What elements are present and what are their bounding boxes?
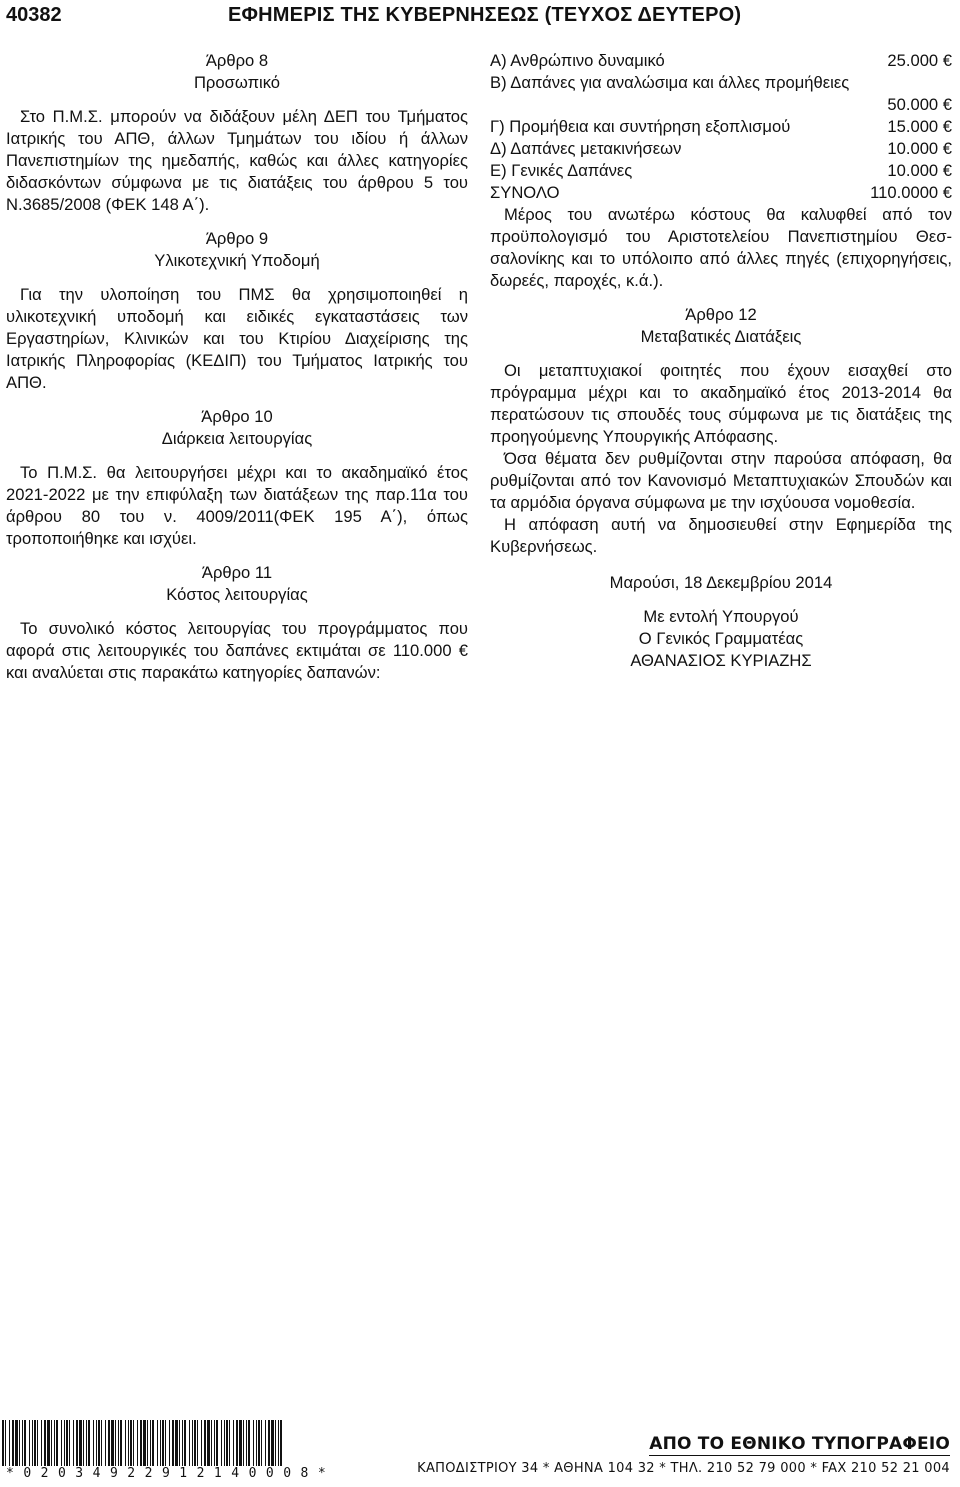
article-8-title: Άρθρο 8 [205,51,269,70]
article-11-text: Το συνολικό κόστος λειτουργίας του προγράμματος που αφορά στις λειτουργικές του δαπάνες εκτιμάται σε 110.000 € και αναλύεται στις παρακάτω κατηγορίες δαπανών: [6,619,468,682]
article-8-subtitle: Προσωπικό [193,73,281,92]
article-10-text: Το Π.Μ.Σ. θα λειτουργήσει μέχρι και το ακαδημαϊκό έτος 2021-2022 με την επιφύλαξη των διατάξεων της παρ.11α του άρθρου 80 του ν. 4009/2011(ΦΕΚ 195 Α΄), όπως τροποποιήθηκε και ισχύει. [6,463,468,548]
cost-row [490,116,952,138]
cost-row [490,50,952,72]
article-11-subtitle: Κόστος λειτουργίας [166,585,308,604]
cost-value: 110.0000 € [870,183,952,202]
cost-row [490,72,952,94]
cost-value: 25.000 € [887,51,952,70]
article-12-text-2: Όσα θέματα δεν ρυθμίζονται στην παρούσα απόφαση, θα ρυθμίζονται από τον Κανονισμό Μεταπτυχιακών Σπουδών και τα αρμόδια όργανα σύμφωνα με την ισχύουσα νομοθεσία. [490,449,952,512]
publisher-address: ΚΑΠΟΔΙΣΤΡΙΟΥ 34 * ΑΘΗΝΑ 104 32 * ΤΗΛ. 210 52 79 000 * FAX 210 52 21 004 [417,1461,950,1476]
article-12-title: Άρθρο 12 [685,305,757,324]
cost-label: Β) Δαπάνες για αναλώσιμα και άλλες προμήθειες [490,73,850,92]
barcode-number: *02034922912140008* [6,1466,336,1481]
cost-value: 15.000 € [887,117,952,136]
article-12-text-1: Οι μεταπτυχιακοί φοιτητές που έχουν εισαχθεί στο πρόγραμμα μέχρι και το ακαδημαϊκό έτος 2013-2014 θα περατώσουν τις σπουδές τους σύμφωνα με τις διατάξεις της προηγούμενης Υπουργικής Απόφασης. [490,361,952,446]
cost-row-value [490,94,952,116]
date-line: Μαρούσι, 18 Δεκεμβρίου 2014 [609,573,833,592]
barcode-image [2,1420,284,1466]
cost-row [490,138,952,160]
cost-label: Γ) Προμήθεια και συντήρηση εξοπλισμού [490,117,791,136]
cost-coverage-text: Μέρος του ανωτέρω κόστους θα καλυφθεί από τον προϋπολογισμό του Αριστοτελείου Πανεπιστημίου Θεσσαλονίκης και το υπόλοιπο από άλλες πηγές (επιχορηγήσεις, δωρεές, παροχές, κ.ά.). [490,205,952,290]
article-11-title: Άρθρο 11 [201,563,273,582]
cost-value: 50.000 € [887,95,952,114]
cost-label: Ε) Γενικές Δαπάνες [490,161,633,180]
gazette-title: ΕΦΗΜΕΡΙΣ ΤΗΣ ΚΥΒΕΡΝΗΣΕΩΣ (ΤΕΥΧΟΣ ΔΕΥΤΕΡΟ) [228,4,742,26]
article-12-text-3: Η απόφαση αυτή να δημοσιευθεί στην Εφημερίδα της Κυβερνήσεως. [490,515,952,556]
signature-line-2: Ο Γενικός Γραμματέας [638,629,804,648]
cost-label: ΣΥΝΟΛΟ [490,183,560,202]
article-9-title: Άρθρο 9 [205,229,269,248]
signature-block [490,572,952,672]
publisher-name: ΑΠΟ ΤΟ ΕΘΝΙΚΟ ΤΥΠΟΓΡΑΦΕΙΟ [649,1434,950,1454]
right-column [490,50,952,672]
article-10-subtitle: Διάρκεια λειτουργίας [161,429,313,448]
cost-value: 10.000 € [887,161,952,180]
signature-name: ΑΘΑΝΑΣΙΟΣ ΚΥΡΙΑΖΗΣ [630,651,812,670]
page-number: 40382 [6,4,62,26]
page-header [0,0,960,30]
cost-value: 10.000 € [887,139,952,158]
article-9-text: Για την υλοποίηση του ΠΜΣ θα χρησιμοποιηθεί η υλικοτεχνική υποδομή και ειδικές εγκαταστάσεις των Εργαστηρίων, Κλινικών και του Κτιρίου Διαχείρισης της Ιατρικής Πληροφορίας (ΚΕΔΙΠ) του Τμήματος Ιατρικής του ΑΠΘ. [6,285,468,392]
cost-row-total [490,182,952,204]
cost-row [490,160,952,182]
article-8-text: Στο Π.Μ.Σ. μπορούν να διδάξουν μέλη ΔΕΠ του Τμήματος Ιατρικής του ΑΠΘ, άλλων Τμημάτων του ιδίου ή άλλων Πανεπιστημίων της ημεδαπής, καθώς και άλλες κατηγορίες διδασκόντων σύμφωνα με τις διατάξεις του άρθρου 5 του Ν.3685/2008 (ΦΕΚ 148 Α΄). [6,107,468,214]
article-10-title: Άρθρο 10 [201,407,273,426]
signature-line-1: Με εντολή Υπουργού [643,607,799,626]
cost-label: Δ) Δαπάνες μετακινήσεων [490,139,682,158]
left-column [6,50,468,684]
article-12-subtitle: Μεταβατικές Διατάξεις [640,327,802,346]
cost-label: Α) Ανθρώπινο δυναμικό [490,51,665,70]
article-9-subtitle: Υλικοτεχνική Υποδομή [154,251,320,270]
